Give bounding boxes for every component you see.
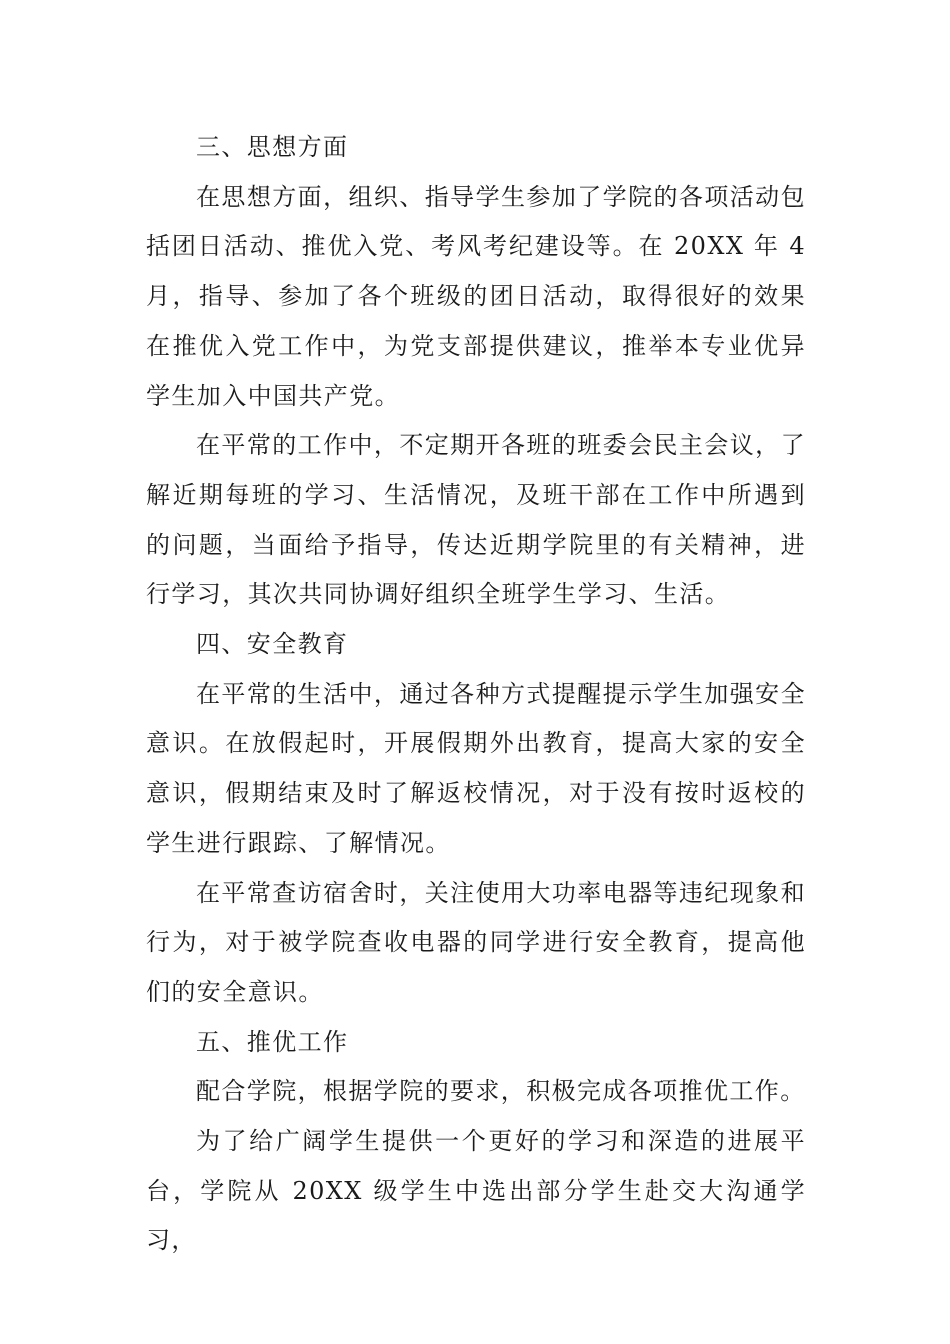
paragraph-recommendation-work: 配合学院，根据学院的要求，积极完成各项推优工作。 (196, 1077, 806, 1106)
paragraph-class-meetings: 在平常的工作中，不定期开各班的班委会民主会议，了解近期每班的学习、生活情况，及班干部在工作中所遇到的问题，当面给予指导，传达近期学院里的有关精神，进行学习，其次共同协调好组织全班学生学习、生活。 (146, 431, 806, 609)
section-heading-thought: 三、思想方面 (196, 133, 349, 161)
paragraph-dorm-inspection: 在平常查访宿舍时，关注使用大功率电器等违纪现象和行为，对于被学院查收电器的同学进行安全教育，提高他们的安全意识。 (146, 878, 806, 1006)
section-heading-safety: 四、安全教育 (196, 630, 349, 659)
paragraph-thought-activities: 在思想方面，组织、指导学生参加了学院的各项活动包括团日活动、推优入党、考风考纪建设等。在 20XX 年 4 月，指导、参加了各个班级的团日活动，取得很好的效果在推优入党工作中，为党支部提供建议，推举本专业优异学生加入中国共产党。 (146, 182, 806, 410)
paragraph-exchange-study: 为了给广阔学生提供一个更好的学习和深造的进展平台，学院从 20XX 级学生中选出部分学生赴交大沟通学习， (146, 1127, 806, 1255)
document-body (146, 123, 806, 1266)
section-heading-recommendation: 五、推优工作 (196, 1027, 349, 1056)
paragraph-safety-awareness: 在平常的生活中，通过各种方式提醒提示学生加强安全意识。在放假起时，开展假期外出教育，提高大家的安全意识，假期结束及时了解返校情况，对于没有按时返校的学生进行跟踪、了解情况。 (146, 679, 806, 857)
